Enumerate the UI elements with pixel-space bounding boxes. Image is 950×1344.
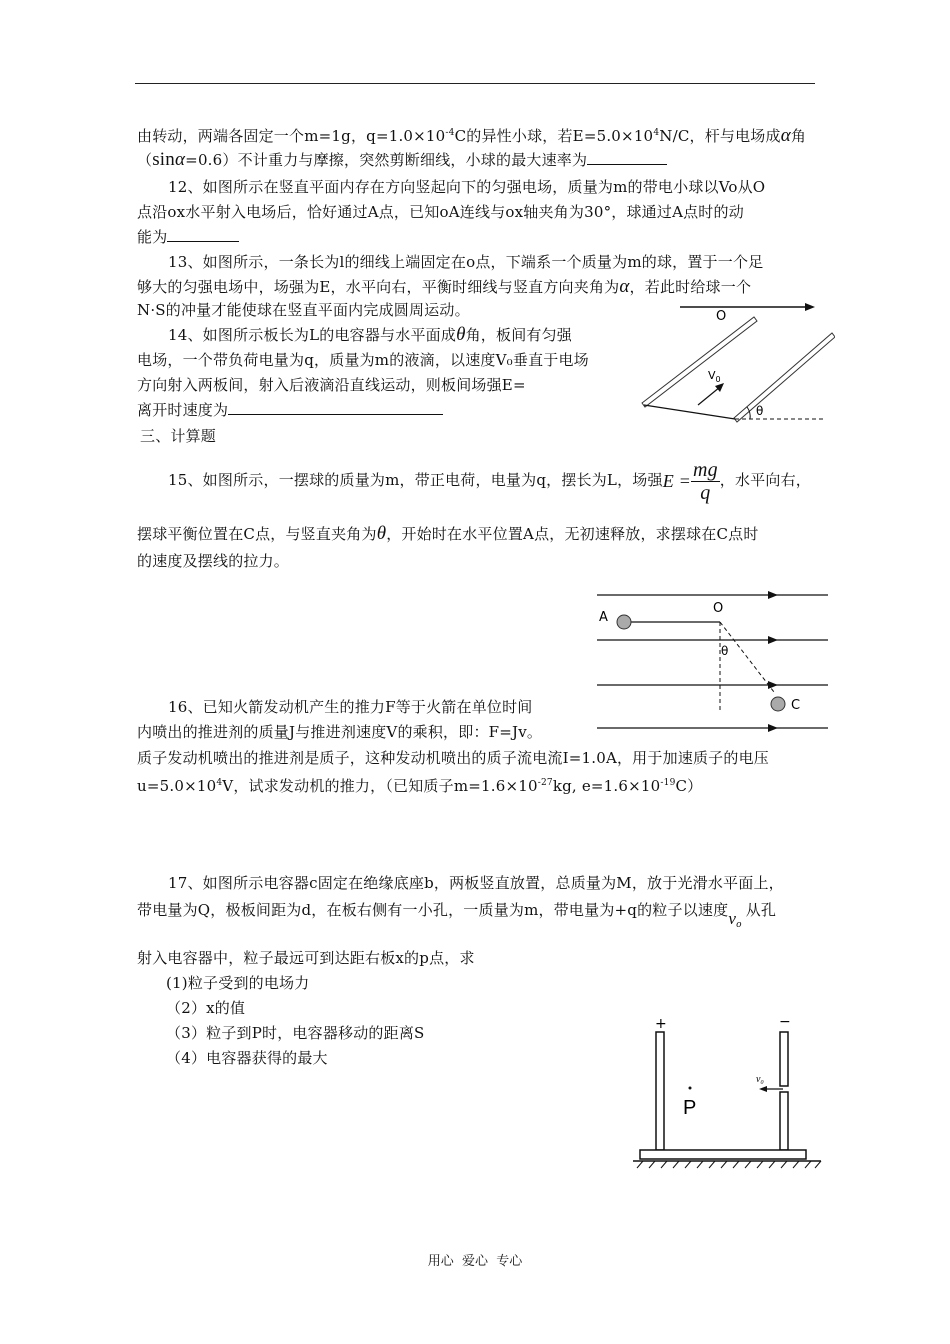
q13-line3: N·S的冲量才能使球在竖直平面内完成圆周运动。 (137, 301, 470, 319)
q16-line2: 内喷出的推进剂的质量J与推进剂速度V的乘积，即：F=Jv。 (137, 723, 543, 741)
q17-item: （3）粒子到P时，电容器移动的距离S (166, 1024, 425, 1042)
pendulum-field-diagram (590, 585, 835, 735)
q15-line2: 摆球平衡位置在C点，与竖直夹角为θ，开始时在水平位置A点，无初速释放，求摆球在C点时 (137, 523, 759, 544)
point-c-label: C (791, 698, 801, 713)
page-footer: 用心 爱心 专心 (427, 1254, 523, 1269)
q17-item: (1)粒子受到的电场力 (166, 974, 310, 992)
q15-line1: 15、如图所示，一摆球的质量为m，带正电荷，电量为q，摆长为L，场强E = $\frac{mg}{q}$ ，水平向右， (168, 458, 811, 504)
answer-blank (167, 227, 239, 242)
q17-item: （2）x的值 (166, 999, 246, 1017)
q12-line1: 12、如图所示在竖直平面内存在方向竖起向下的匀强电场，质量为m的带电小球以Vo从O (168, 178, 766, 196)
q17-line1: 17、如图所示电容器c固定在绝缘底座b，两板竖直放置，总质量为M，放于光滑水平面上， (168, 874, 784, 892)
q11-line1: 由转动，两端各固定一个m=1g，$q=1.0\times 10^{-4}C$的异性小球，若$E=5.0\times 10^4N/C$，杆与电场成α角 (137, 125, 807, 146)
q14-line4: 离开时速度为 (137, 400, 443, 420)
q11-line2: （sinα=0.6）不计重力与摩擦，突然剪断细线，小球的最大速率为 (137, 150, 667, 170)
answer-blank (587, 150, 667, 165)
q15-line3: 的速度及摆线的拉力。 (137, 552, 290, 570)
q14-line3: 方向射入两板间，射入后液滴沿直线运动，则板间场强E= (137, 376, 526, 394)
header-rule (135, 83, 815, 84)
origin-label: O (716, 309, 727, 324)
q17-line2: 带电量为Q，极板间距为d，在板右侧有一小孔，一质量为m，带电量为+q的粒子以速度$v_o$从孔 (137, 901, 777, 930)
point-o-label: O (713, 601, 724, 616)
theta-label: θ (756, 404, 764, 418)
q14-line2: 电场，一个带负荷电量为q，质量为m的液滴，以速度V₀垂直于电场 (137, 351, 589, 369)
v0-label: $V_0$ (708, 369, 721, 384)
q13-line1: 13、如图所示，一条长为l的细线上端固定在o点，下端系一个质量为m的球，置于一个足 (168, 253, 764, 271)
q16-line1: 16、已知火箭发动机产生的推力F等于火箭在单位时间 (168, 698, 533, 716)
q12-line2: 点沿ox水平射入电场后，恰好通过A点，已知oA连线与ox轴夹角为30°，球通过A点时的动 (137, 203, 744, 221)
q16-line4: $u=5.0\times 10^4V$，试求发动机的推力，（已知质子$m=1.6\times 10^{-27}kg$, $e=1.6\times 10^{-19}C$） (137, 777, 703, 795)
inclined-capacitor-diagram (620, 295, 835, 425)
theta-label: θ (721, 644, 729, 658)
v0-label: $v_0$ (756, 1074, 764, 1086)
answer-blank (228, 400, 443, 415)
q17-item: （4）电容器获得的最大 (166, 1049, 328, 1067)
section-title: 三、计算题 (140, 427, 217, 445)
q13-line2: 够大的匀强电场中，场强为E，水平向右，平衡时细线与竖直方向夹角为α，若此时给球一个 (137, 276, 752, 297)
q12-line3: 能为 (137, 227, 239, 247)
vertical-capacitor-diagram (625, 1010, 830, 1175)
field-fraction: $\frac{mg}{q}$ (692, 458, 718, 504)
point-p-label: P (683, 1097, 697, 1119)
minus-label: − (779, 1014, 791, 1030)
q16-line3: 质子发动机喷出的推进剂是质子，这种发动机喷出的质子流电流I=1.0A，用于加速质子的电压 (137, 749, 769, 767)
q14-line1: 14、如图所示板长为L的电容器与水平面成θ角，板间有匀强 (168, 324, 573, 345)
plus-label: + (655, 1016, 667, 1032)
q17-line3: 射入电容器中，粒子最远可到达距右板x的p点，求 (137, 949, 475, 967)
point-a-label: A (599, 610, 608, 625)
